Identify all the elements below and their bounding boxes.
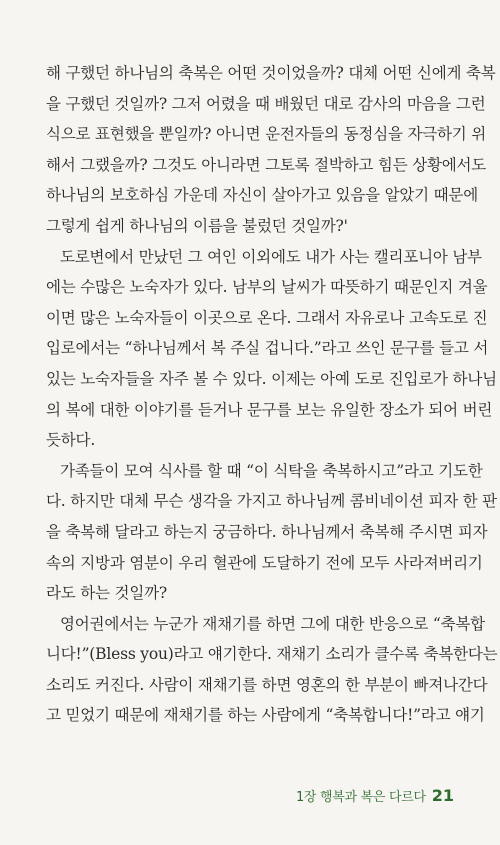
text-line: 고 믿었기 때문에 재채기를 하는 사람에게 “축복합니다!”라고 얘기 (46, 706, 485, 725)
text-line: 입로에서는 “하나님께서 복 주실 겁니다.”라고 쓰인 문구를 들고 서 (46, 339, 489, 358)
text-line: 속의 지방과 염분이 우리 혈관에 도달하기 전에 모두 사라져버리기 (46, 553, 483, 572)
text-line: 듯하다. (46, 431, 96, 450)
text-line: 해 구했던 하나님의 축복은 어떤 것이었을까? 대체 어떤 신에게 축복 (46, 64, 496, 82)
page-number: 21 (431, 786, 454, 805)
text-line: 에는 수많은 노숙자가 있다. 남부의 날씨가 따뜻하기 때문인지 겨울 (46, 278, 488, 297)
text-line: 의 복에 대한 이야기를 듣거나 문구를 보는 유일한 장소가 되어 버린 (46, 400, 493, 419)
text-line: 니다!”(Bless you)라고 얘기한다. 재채기 소리가 클수록 축복한다는 (46, 645, 498, 664)
text-line: 다. 하지만 대체 무슨 생각을 가지고 하나님께 콤비네이션 피자 한 판 (46, 492, 497, 511)
text-line: 영어권에서는 누군가 재채기를 하면 그에 대한 반응으로 “축복합 (60, 614, 485, 633)
page-footer (296, 786, 454, 805)
text-line: 가족들이 모여 식사를 할 때 “이 식탁을 축복하시고”라고 기도한 (60, 461, 483, 480)
text-line: 을 축복해 달라고 하는지 궁금하다. 하나님께서 축복해 주시면 피자 (46, 522, 488, 541)
text-line: 그렇게 쉽게 하나님의 이름을 불렀던 것일까?' (46, 216, 348, 235)
chapter-title: 1장 행복과 복은 다르다 (295, 790, 426, 805)
text-line: 라도 하는 것일까? (46, 584, 167, 603)
text-line: 도로변에서 만났던 그 여인 이외에도 내가 사는 캘리포니아 남부 (60, 247, 482, 266)
text-line: 있는 노숙자들을 자주 볼 수 있다. 이제는 아예 도로 진입로가 하나님 (46, 369, 497, 388)
text-line: 을 구했던 것일까? 그저 어렸을 때 배웠던 대로 감사의 마음을 그런 (46, 94, 486, 113)
text-line: 이면 많은 노숙자들이 이곳으로 온다. 그래서 자유로나 고속도로 진 (46, 308, 488, 327)
text-line: 해서 그랬을까? 그것도 아니라면 그토록 절박하고 힘든 상황에서도 (46, 155, 487, 174)
body-text (46, 58, 498, 731)
text-line: 하나님의 보호하심 가운데 자신이 살아가고 있음을 알았기 때문에 (46, 186, 478, 205)
text-line: 식으로 표현했을 뿐일까? 아니면 운전자들의 동정심을 자극하기 위 (46, 125, 487, 144)
text-line: 소리도 커진다. 사람이 재채기를 하면 영혼의 한 부분이 빠져나간다 (46, 675, 488, 694)
